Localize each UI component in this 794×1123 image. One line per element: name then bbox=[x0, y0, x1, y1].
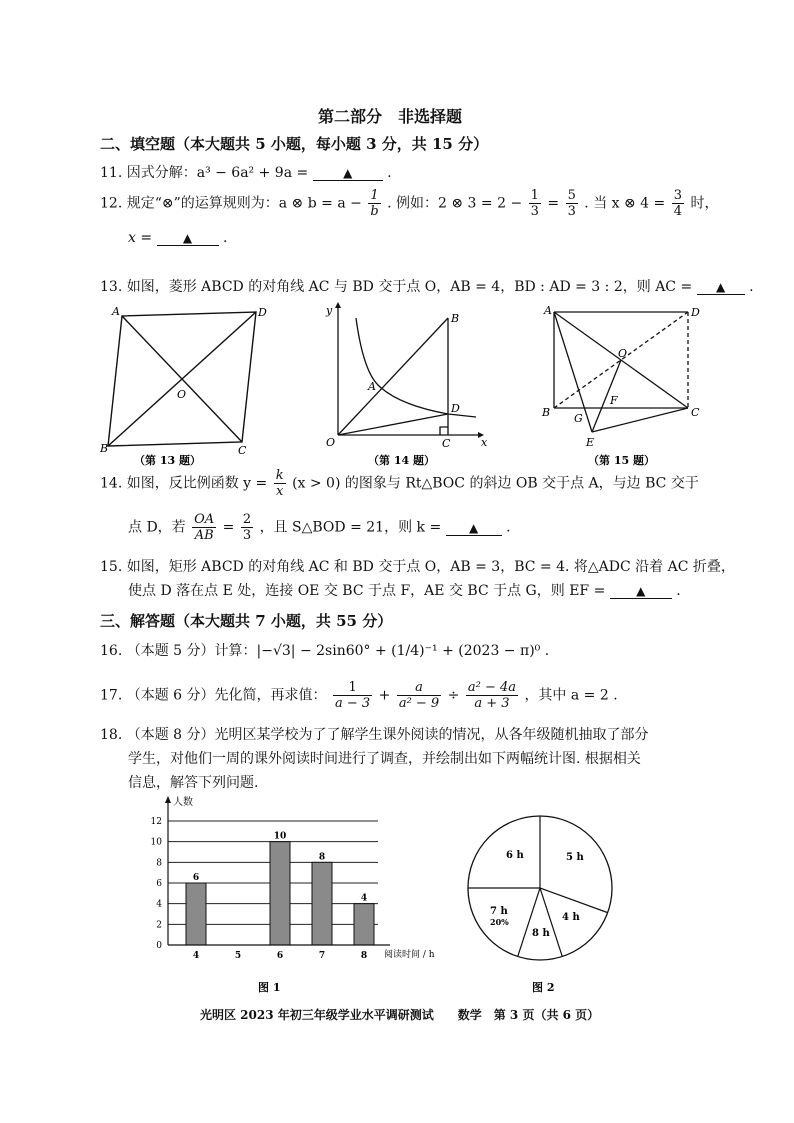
fraction: $\frac{5}{3}$ bbox=[567, 188, 576, 219]
question-text: = bbox=[222, 519, 235, 536]
x-tick-label: 6 bbox=[276, 951, 284, 961]
chart-caption: 图 1 bbox=[258, 981, 281, 994]
answer-blank[interactable]: ▲ bbox=[157, 231, 219, 246]
label-d: D bbox=[451, 402, 460, 415]
fraction: $\frac{k}{x}$ bbox=[275, 468, 284, 499]
bar bbox=[186, 883, 206, 945]
label-o: O bbox=[618, 347, 628, 360]
question-text: = bbox=[547, 195, 560, 212]
segment-ec bbox=[592, 408, 688, 432]
right-angle-mark bbox=[440, 427, 448, 435]
fraction: $\frac{2}{3}$ bbox=[242, 512, 252, 543]
figure-caption: （第 13 题） bbox=[134, 454, 201, 467]
pie-chart bbox=[460, 800, 620, 996]
label-c: C bbox=[691, 406, 700, 419]
label-a: A bbox=[368, 380, 376, 393]
bar bbox=[270, 842, 290, 945]
question-text: 规定“⊗”的运算规则为：a ⊗ b = a − bbox=[126, 195, 362, 212]
section3-header: 三、解答题（本大题共 7 小题，共 55 分） bbox=[100, 612, 393, 630]
bar-data-label: 10 bbox=[273, 831, 287, 842]
label-b: B bbox=[100, 442, 109, 455]
pie-slice-percent: 20% bbox=[490, 917, 509, 927]
question-text: （本题 6 分）先化简，再求值： bbox=[126, 687, 327, 704]
y-tick-label: 0 bbox=[156, 941, 162, 951]
question-11: 11. 因式分解：a³ − 6a² + 9a = ▲ . bbox=[100, 165, 392, 181]
label-a: A bbox=[544, 304, 552, 317]
label-d: D bbox=[691, 306, 700, 319]
question-text: 如图，矩形 ABCD 的对角线 AC 和 BD 交于点 O，AB = 3，BC = 4. 将△ADC 沿着 AC 折叠， bbox=[126, 559, 735, 575]
question-text: 时， bbox=[690, 195, 719, 212]
segment-ae bbox=[554, 312, 592, 432]
question-number: 14. bbox=[100, 475, 123, 492]
bar bbox=[354, 904, 374, 945]
bar-chart bbox=[140, 795, 440, 995]
operator: + bbox=[378, 687, 391, 704]
question-number: 16. bbox=[100, 643, 123, 659]
question-text: ，其中 a = 2 . bbox=[524, 687, 618, 704]
label-y: y bbox=[326, 304, 333, 317]
figure-15 bbox=[538, 300, 708, 470]
question-12 bbox=[100, 188, 718, 219]
figure-13 bbox=[100, 300, 270, 470]
y-arrow-icon bbox=[335, 302, 341, 308]
fraction: $\frac{a}{\text{a² − 9}}$ bbox=[398, 680, 440, 711]
question-number: 12. bbox=[100, 195, 123, 212]
x-axis-label: 阅读时间 / h bbox=[384, 950, 435, 960]
y-tick-label: 2 bbox=[156, 920, 162, 931]
bar-data-label: 6 bbox=[192, 873, 200, 883]
question-12-line2: x = ▲ . bbox=[128, 230, 228, 246]
label-d: D bbox=[258, 306, 267, 319]
operator: ÷ bbox=[447, 687, 460, 704]
bar bbox=[312, 862, 332, 945]
question-text: 因式分解：a³ − 6a² + 9a = bbox=[126, 165, 309, 181]
label-o: O bbox=[326, 436, 336, 449]
part-title: 第二部分 非选择题 bbox=[318, 107, 463, 126]
x-tick-label: 7 bbox=[318, 951, 326, 961]
question-14 bbox=[100, 468, 699, 499]
y-axis-label: 人数 bbox=[173, 797, 193, 808]
figure-14 bbox=[318, 300, 493, 470]
pie-slice-label: 7 h bbox=[490, 906, 508, 917]
answer-blank[interactable]: ▲ bbox=[610, 584, 672, 599]
label-c: C bbox=[238, 444, 247, 457]
question-13: 13. 如图，菱形 ABCD 的对角线 AC 与 BD 交于点 O，AB = 4，BD : AD = 3 : 2，则 AC = ▲ . bbox=[100, 279, 754, 295]
bar-data-label: 8 bbox=[318, 852, 326, 863]
diagonal-bd bbox=[108, 312, 256, 446]
question-number: 13. bbox=[100, 279, 123, 295]
fraction: $\frac{3}{4}$ bbox=[673, 188, 682, 219]
question-text: . 当 x ⊗ 4 = bbox=[584, 195, 666, 212]
x-tick-label: 4 bbox=[192, 951, 200, 961]
y-tick-label: 8 bbox=[156, 858, 162, 869]
question-number: 15. bbox=[100, 559, 123, 575]
question-16 bbox=[100, 640, 549, 660]
label-a: A bbox=[112, 305, 120, 318]
question-15-line2: 使点 D 落在点 E 处，连接 OE 交 BC 于点 F，AE 交 BC 于点 G，则 EF = ▲ . bbox=[128, 583, 681, 599]
y-tick-label: 10 bbox=[150, 837, 162, 848]
pie-slice-label: 5 h bbox=[566, 852, 584, 863]
question-text: （本题 5 分）计算：|−√3| − 2sin60° + (1/4)⁻¹ + (2023 − π)⁰ . bbox=[126, 643, 550, 659]
answer-blank[interactable]: ▲ bbox=[313, 166, 383, 181]
question-text: 如图，反比例函数 y = bbox=[126, 475, 268, 492]
bar-data-label: 4 bbox=[360, 893, 368, 904]
page-footer: 光明区 2023 年初三年级学业水平调研测试 数学 第 3 页（共 6 页） bbox=[200, 1008, 600, 1022]
fraction: $\frac{1}{3}$ bbox=[530, 188, 539, 219]
figure-caption: （第 15 题） bbox=[588, 454, 655, 467]
question-number: 18. bbox=[100, 727, 123, 743]
question-18 bbox=[100, 724, 649, 744]
question-number: 17. bbox=[100, 687, 123, 704]
question-text: 点 D，若 bbox=[128, 519, 186, 536]
label-b: B bbox=[451, 312, 460, 325]
label-c: C bbox=[442, 437, 451, 450]
question-text: (x > 0) 的图象与 Rt△BOC 的斜边 OB 交于点 A，与边 BC 交于 bbox=[292, 475, 699, 492]
pie-slice-label: 6 h bbox=[506, 850, 524, 861]
question-text: 如图，菱形 ABCD 的对角线 AC 与 BD 交于点 O，AB = 4，BD : AD = 3 : 2，则 AC = bbox=[126, 279, 693, 295]
y-tick-label: 12 bbox=[150, 817, 162, 827]
label-e: E bbox=[586, 436, 595, 449]
question-18-line3: 信息，解答下列问题. bbox=[128, 775, 259, 791]
pie-slice-label: 8 h bbox=[532, 928, 550, 939]
y-tick-label: 4 bbox=[156, 899, 162, 910]
question-15 bbox=[100, 556, 735, 576]
chart-caption: 图 2 bbox=[532, 981, 555, 994]
y-tick-label: 6 bbox=[156, 879, 162, 889]
pie-slice-label: 4 h bbox=[562, 912, 580, 923]
figure-caption: （第 14 题） bbox=[368, 454, 435, 467]
question-number: 11. bbox=[100, 165, 123, 181]
label-o: O bbox=[177, 388, 187, 401]
answer-blank[interactable]: ▲ bbox=[697, 280, 745, 295]
question-text: （本题 8 分）光明区某学校为了了解学生课外阅读的情况，从各年级随机抽取了部分 bbox=[126, 727, 649, 743]
question-text: 使点 D 落在点 E 处，连接 OE 交 BC 于点 F，AE 交 BC 于点 G，则 EF = bbox=[128, 583, 606, 599]
fraction: $\frac{OA}{AB}$ bbox=[194, 512, 215, 543]
fraction: $\frac{\text{a² − 4a}}{a + 3}$ bbox=[467, 680, 516, 711]
label-b: B bbox=[542, 406, 551, 419]
fraction: $\frac{1}{a - 3}$ bbox=[334, 680, 371, 711]
question-text: . 例如：2 ⊗ 3 = 2 − bbox=[387, 195, 523, 212]
question-17 bbox=[100, 680, 618, 711]
x-tick-label: 5 bbox=[234, 951, 242, 961]
fraction: $\frac{1}{b}$ bbox=[370, 188, 379, 219]
label-g: G bbox=[574, 412, 583, 425]
section2-header: 二、填空题（本大题共 5 小题，每小题 3 分，共 15 分） bbox=[100, 135, 489, 153]
answer-blank[interactable]: ▲ bbox=[446, 521, 502, 536]
label-x: x bbox=[481, 436, 488, 449]
question-text: x = bbox=[128, 230, 153, 246]
x-tick-label: 8 bbox=[360, 951, 368, 961]
question-text: ，且 S△BOD = 21，则 k = bbox=[259, 519, 442, 536]
label-f: F bbox=[610, 394, 618, 407]
question-14-line2: 点 D，若 $\frac{OA}{AB}$ = $\frac{2}{3}$ ，且 S△BOD = 21，则 k = ▲ . bbox=[128, 512, 511, 543]
y-arrow-icon bbox=[165, 796, 171, 803]
question-18-line2: 学生，对他们一周的课外阅读时间进行了调查，并绘制出如下两幅统计图. 根据相关 bbox=[128, 751, 641, 767]
